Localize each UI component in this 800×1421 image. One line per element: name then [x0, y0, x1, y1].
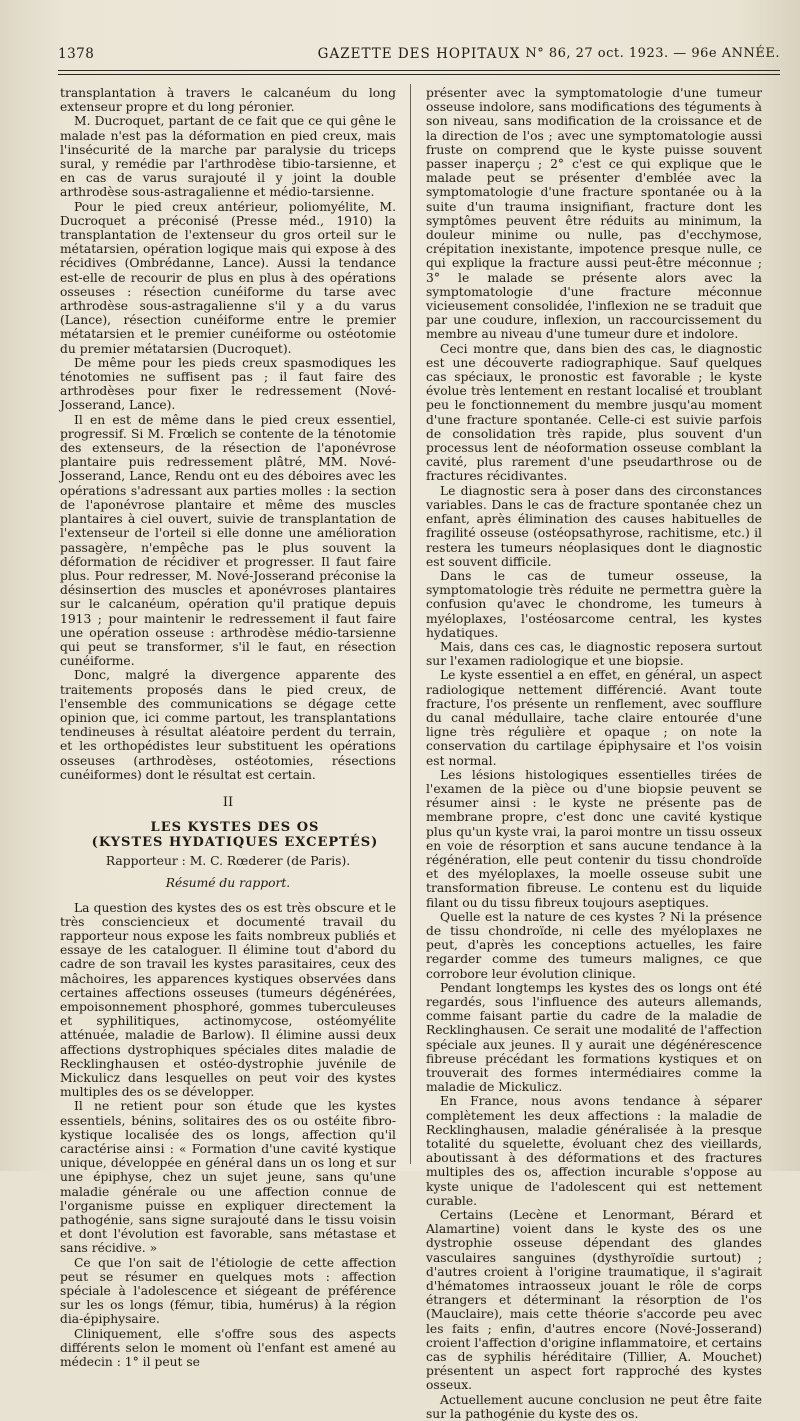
paragraph: Le kyste essentiel a en effet, en général, un aspect radiologique nettement différencié. Avant toute fracture, l'os présente un renflement, avec soufflure du canal médullaire, tache claire entourée d'une ligne très régulière et opaque ; on note la conservation du cartilage épiphysaire et l'os voisin est normal.: [426, 668, 762, 768]
paragraph: présenter avec la symptomatologie d'une tumeur osseuse indolore, sans modifications des téguments à son niveau, sans modification de la croissance et de la direction de l'os ; avec une symptomatologie aussi fruste on comprend que le kyste puisse souvent passer inaperçu ; 2° c'est ce qui explique que le malade peut se présenter d'emblée avec la symptomatologie d'une fracture spontanée ou à la suite d'un trauma insignifiant, fracture dont les symptômes peuvent être réduits au minimum, la douleur minime ou nulle, pas d'ecchymose, crépitation inexistante, impotence presque nulle, ce qui explique la fracture aussi peut-être méconnue ; 3° le malade se présente alors avec la symptomatologie d'une fracture méconnue vicieusement consolidée, l'inflexion ne se traduit que par une coudure, inflexion, un raccourcissement du membre au niveau d'une tumeur dure et indolore.: [426, 86, 762, 342]
paragraph: Pour le pied creux antérieur, poliomyélite, M. Ducroquet a préconisé (Presse méd., 1910) la transplantation de l'extenseur du gros orteil sur le métatarsien, opération logique mais qui expose à des récidives (Ombrédanne, Lance). Aussi la tendance est-elle de recourir de plus en plus à des opérations osseuses : résection cunéiforme du tarse avec arthrodèse sous-astragalienne s'il y a du varus (Lance), résection cunéiforme entre le premier métatarsien et le premier cunéiforme ou ostéotomie du premier métatarsien (Ducroquet).: [60, 199, 396, 356]
issue-info: N° 86, 27 oct. 1923. — 96e ANNÉE.: [525, 46, 780, 61]
section-title: LES KYSTES DES OS: [150, 820, 320, 836]
paragraph: La question des kystes des os est très obscure et le très consciencieux et documenté travail du rapporteur nous expose les faits nombreux publiés et essaye de les cataloguer. Il élimine tout d'abord du cadre de son travail les kystes parasitaires, ceux des mâchoires, les apparences kystiques observées dans certaines affections osseuses (tumeurs dégénérées, empoisonnement phosphoré, gommes tuberculeuses et syphilitiques, actinomycose, ostéomyélite atténuée, maladie de Barlow). Il élimine aussi deux affections dystrophiques spéciales dites maladie de Recklinghausen et ostéo-dystrophie juvénile de Mickulicz dans lesquelles on peut voir des kystes multiples des os se développer.: [60, 900, 396, 1100]
left-column: [60, 86, 396, 1370]
header-rule: [58, 70, 780, 71]
paragraph: Ce que l'on sait de l'étiologie de cette affection peut se résumer en quelques mots : affection spéciale à l'adolescence et siégeant de préférence sur les os longs (fémur, tibia, humérus) à la région dia-épiphysaire.: [60, 1255, 396, 1327]
paragraph: Il en est de même dans le pied creux essentiel, progressif. Si M. Frœlich se contente de la ténotomie des extenseurs, de la résection de l'aponévrose plantaire puis redressement plâtré, MM. Nové-Josserand, Lance, Rendu ont eu des déboires avec les opérations s'adressant aux parties molles : la section de l'aponévrose plantaire et même des muscles plantaires à ciel ouvert, suivie de transplantation de l'extenseur de l'orteil si elle donne une amélioration passagère, n'empêche pas le plus souvent la déformation de récidiver et progresser. Il faut faire plus. Pour redresser, M. Nové-Josserand préconise la désinsertion des muscles et aponévroses plantaires sur le calcanéum, opération qu'il pratique depuis 1913 ; pour maintenir le redressement il faut faire une opération osseuse : arthrodèse médio-tarsienne qui peut se transformer, s'il le faut, en résection cunéiforme.: [60, 412, 396, 669]
paragraph: Certains (Lecène et Lenormant, Bérard et Alamartine) voient dans le kyste des os une dystrophie osseuse dépendant des glandes vasculaires sanguines (dysthyroïdie surtout) ; d'autres croient à l'origine traumatique, il s'agirait d'hématomes intraosseux jouant le rôle de corps étrangers et déterminant la résorption de l'os (Mauclaire), mais cette théorie s'accorde peu avec les faits ; enfin, d'autres encore (Nové-Josserand) croient l'affection d'origine inflammatoire, et certains cas de syphilis héréditaire (Tillier, A. Mouchet) présentent un aspect fort rapproché des kystes osseux.: [426, 1208, 762, 1393]
paragraph: Dans le cas de tumeur osseuse, la symptomatologie très réduite ne permettra guère la confusion qu'avec le chondrome, les tumeurs à myéloplaxes, l'ostéosarcome central, les kystes hydatiques.: [426, 568, 762, 640]
section-number: II: [222, 794, 234, 810]
paragraph: Les lésions histologiques essentielles tirées de l'examen de la pièce ou d'une biopsie peuvent se résumer ainsi : le kyste ne présente pas de membrane propre, c'est donc une cavité kystique plus qu'un kyste vrai, la paroi montre un tissu osseux en voie de résorption et sans aucune tendance à la régénération, elle peut contenir du tissu chondroïde et des myéloplaxes, la moelle osseuse subit une transformation fibreuse. Le contenu est du liquide filant ou du tissu fibreux toujours aseptiques.: [426, 767, 762, 910]
paragraph: Il ne retient pour son étude que les kystes essentiels, bénins, solitaires des os ou ostéite fibro-kystique localisée des os longs, affection qu'il caractérise ainsi : « Formation d'une cavité kystique unique, développée en général dans un os long et sur une épiphyse, chez un sujet jeune, sans qu'une maladie générale ou une affection connue de l'organisme puisse en expliquer directement la pathogénie, sans signe surajouté dans le tissu voisin et dont l'évolution est favorable, sans métastase et sans récidive. »: [60, 1099, 396, 1256]
paragraph: transplantation à travers le calcanéum du long extenseur propre et du long péronier.: [60, 86, 396, 115]
paragraph: Mais, dans ces cas, le diagnostic reposera surtout sur l'examen radiologique et une biopsie.: [426, 639, 762, 669]
section-subtitle: (KYSTES HYDATIQUES EXCEPTÉS): [91, 835, 379, 851]
paragraph: M. Ducroquet, partant de ce fait que ce qui gêne le malade n'est pas la déformation en pied creux, mais l'insécurité de la marche par paralysie du triceps sural, y remédie par l'arthrodèse tibio-tarsienne, et en cas de varus surajouté il y joint la double arthrodèse sous-astragalienne et médio-tarsienne.: [60, 114, 396, 200]
rapporteur-line: Rapporteur : M. C. Rœderer (de Paris).: [105, 854, 351, 869]
paragraph: Le diagnostic sera à poser dans des circonstances variables. Dans le cas de fracture spontanée chez un enfant, après élimination des causes habituelles de fragilité osseuse (ostéopsathyrose, rachitisme, etc.) il restera les tumeurs néoplasiques dont le diagnostic est souvent difficile.: [426, 483, 762, 569]
right-column: [426, 86, 762, 1421]
paragraph: Actuellement aucune conclusion ne peut être faite sur la pathogénie du kyste des os.: [426, 1392, 762, 1421]
column-divider: [410, 84, 411, 1164]
paragraph: Ceci montre que, dans bien des cas, le diagnostic est une découverte radiographique. Sauf quelques cas spéciaux, le pronostic est favorable ; le kyste évolue très lentement en restant localisé et troublant peu le fonctionnement du membre jusqu'au moment d'une fracture spontanée. Celle-ci est suivie parfois de consolidation très rapide, plus souvent d'un processus lent de néoformation osseuse comblant la cavité, plus rarement d'une pseudarthrose ou de fractures récidivantes.: [426, 341, 762, 484]
paragraph: Quelle est la nature de ces kystes ? Ni la présence de tissu chondroïde, ni celle des myéloplaxes ne peut, d'après les conceptions actuelles, les faire regarder comme des tumeurs malignes, ce que corrobore leur évolution clinique.: [426, 909, 762, 981]
paragraph: Cliniquement, elle s'offre sous des aspects différents selon le moment où l'enfant est amené au médecin : 1° il peut se: [60, 1326, 396, 1370]
paragraph: De même pour les pieds creux spasmodiques les ténotomies ne suffisent pas ; il faut faire des arthrodèses pour fixer le redressement (Nové-Josserand, Lance).: [60, 355, 396, 413]
paragraph: Donc, malgré la divergence apparente des traitements proposés dans le pied creux, de l'ensemble des communications se dégage cette opinion que, ici comme partout, les transplantations tendineuses à résultat aléatoire perdent du terrain, et les orthopédistes leur substituent les opérations osseuses (arthrodèses, ostéotomies, résections cunéiformes) dont le résultat est certain.: [60, 668, 396, 782]
header-rule-thin: [58, 74, 780, 75]
page-header: [58, 46, 780, 68]
journal-title: GAZETTE DES HOPITAUX: [317, 46, 521, 62]
paragraph: Pendant longtemps les kystes des os longs ont été regardés, sous l'influence des auteurs allemands, comme faisant partie du cadre de la maladie de Recklinghausen. Ce serait une modalité de l'affection spéciale aux jeunes. Il y aurait une dégénérescence fibreuse précédant les formations kystiques et on trouverait des formes intermédiaires comme la maladie de Mickulicz.: [426, 980, 762, 1095]
resume-heading: Résumé du rapport.: [165, 876, 291, 891]
paragraph: En France, nous avons tendance à séparer complètement les deux affections : la maladie de Recklinghausen, maladie généralisée à la presque totalité du squelette, évoluant chez des vieillards, aboutissant à des déformations et des fractures multiples des os, affection incurable s'oppose au kyste unique de l'adolescent qui est nettement curable.: [426, 1094, 762, 1208]
page-number: 1378: [58, 46, 95, 62]
